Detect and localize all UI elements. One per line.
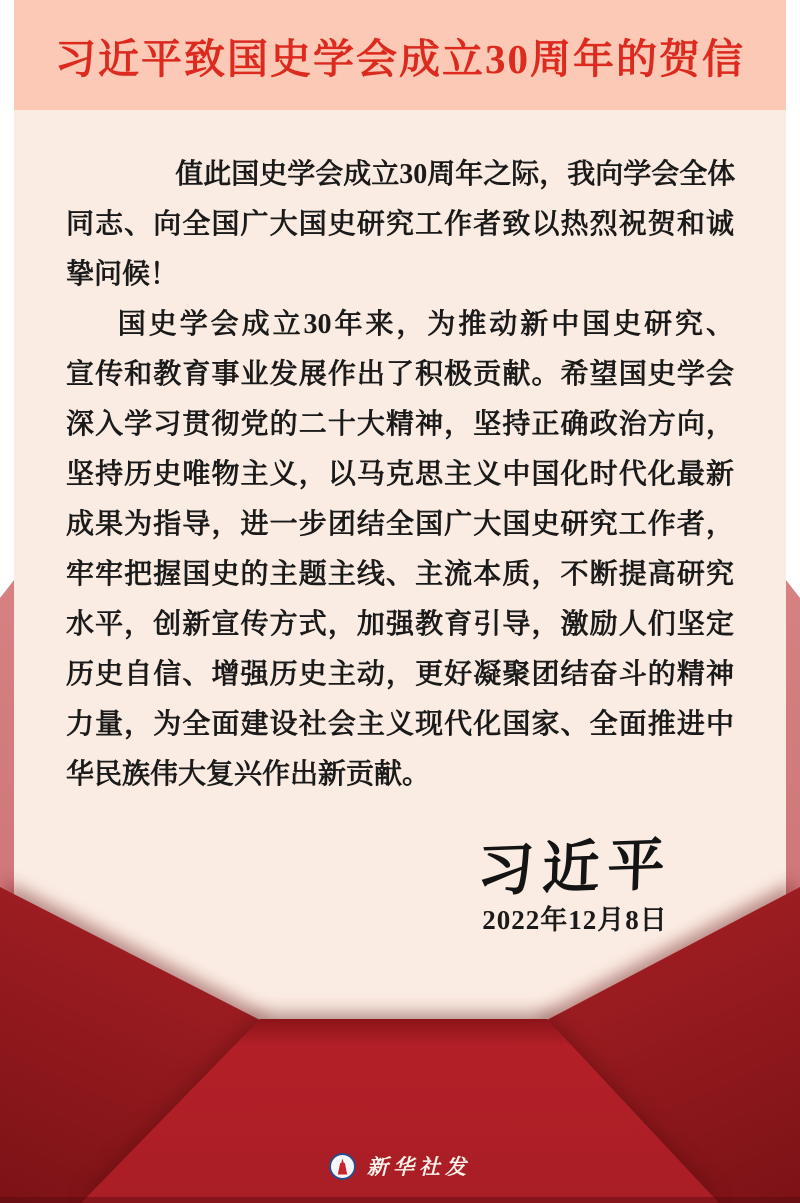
letter-line: 深入学习贯彻党的二十大精神，坚持正确政治方向， [66, 409, 734, 440]
letter-line: 水平，创新宣传方式，加强教育引导，激励人们坚定 [66, 609, 734, 640]
letter-line: 历史自信、增强历史主动，更好凝聚团结奋斗的精神 [66, 659, 734, 690]
letter-line: 值此国史学会成立30周年之际，我向学会全体 [175, 159, 736, 190]
envelope-bottom-edge [0, 1197, 800, 1203]
agency-credit: 新华社发 [367, 1155, 471, 1179]
letter-line: 坚持历史唯物主义，以马克思主义中国化时代化最新 [66, 459, 734, 490]
letter-line: 宣传和教育事业发展作出了积极贡献。希望国史学会 [66, 359, 734, 390]
page-title: 习近平致国史学会成立30周年的贺信 [55, 35, 745, 82]
xinhua-logo-glyph [336, 1159, 349, 1175]
letter-line: 同志、向全国广大国史研究工作者致以热烈祝贺和诚 [66, 209, 734, 240]
xinhua-logo-icon [329, 1153, 356, 1180]
footer-credit-row [0, 1146, 800, 1186]
letter-line: 牢牢把握国史的主题主线、主流本质，不断提高研究 [66, 559, 734, 590]
letter-date: 2022年12月8日 [482, 905, 668, 935]
letter-line: 挚问候！ [66, 259, 179, 290]
letter-line: 华民族伟大复兴作出新贡献。 [66, 759, 431, 790]
letter-line: 力量，为全面建设社会主义现代化国家、全面推进中 [66, 709, 734, 740]
signature: 习近平 [476, 833, 674, 904]
letter-line: 国史学会成立30年来，为推动新中国史研究、 [117, 309, 734, 340]
letter-line: 成果为指导，进一步团结全国广大国史研究工作者， [66, 509, 734, 540]
